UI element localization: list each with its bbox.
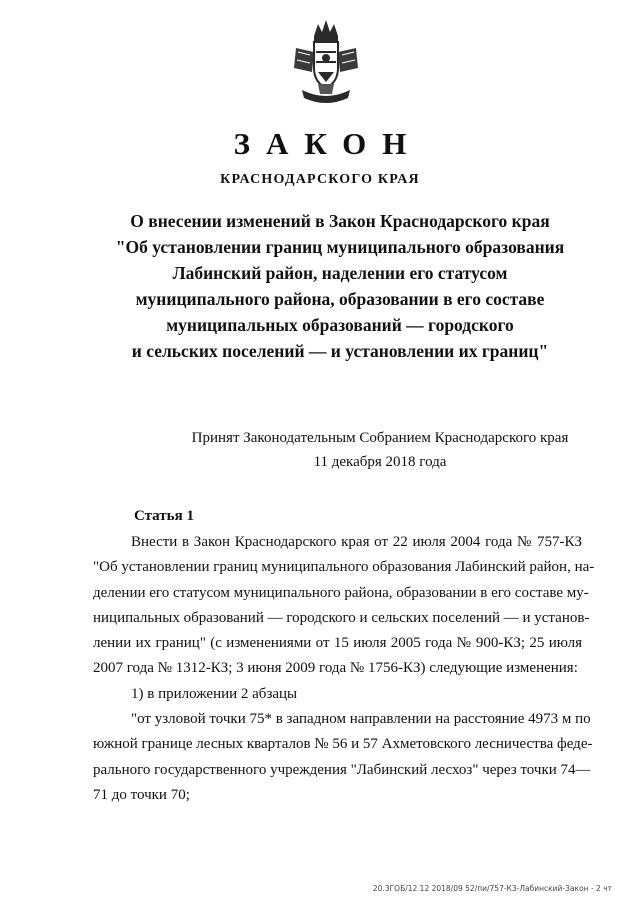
law-subtitle: КРАСНОДАРСКОГО КРАЯ (220, 172, 420, 187)
paragraph-line: рального государственного учреждения "Лабинский лесхоз" через точки 74— (93, 761, 591, 778)
heading-line: "Об установлении границ муниципального образования (115, 237, 565, 257)
article-body (93, 530, 595, 808)
heading-line: Лабинский район, наделении его статусом (172, 263, 508, 283)
heading-line: и сельских поселений — и установлении их границ" (131, 341, 549, 361)
article-title: Статья 1 (134, 508, 194, 524)
coat-of-arms-icon (288, 18, 364, 110)
list-item: 1) в приложении 2 абзацы (131, 685, 298, 702)
adoption-line: Принят Законодательным Собранием Краснодарского края (191, 430, 569, 446)
paragraph-line: "Об установлении границ муниципального образования Лабинский район, на- (93, 559, 595, 576)
law-title: ЗАКОН (233, 126, 423, 161)
paragraph-line: делении его статусом муниципального района, образовании в его составе му- (93, 584, 589, 601)
heading-line: О внесении изменений в Закон Краснодарского края (130, 211, 550, 231)
heading-line: муниципальных образований — городского (166, 315, 514, 335)
document-footer: 20.3ГОБ/12 12 2018/09 52/пи/757-КЗ-Лабинский-Закон - 2 чт (372, 884, 612, 893)
paragraph-line: "от узловой точки 75* в западном направлении на расстояние 4973 м по (131, 711, 591, 728)
adoption-note (0, 426, 640, 474)
paragraph-line: Внести в Закон Краснодарского края от 22 июля 2004 года № 757-КЗ (131, 534, 582, 550)
heading-line: муниципального района, образовании в его составе (135, 289, 545, 309)
paragraph-line: 71 до точки 70; (93, 786, 190, 803)
adoption-date: 11 декабря 2018 года (313, 454, 447, 470)
paragraph-line: 2007 года № 1312-КЗ; 3 июня 2009 года № 1756-КЗ) следующие изменения: (93, 660, 578, 677)
law-heading (100, 208, 580, 364)
paragraph-line: ниципальных образований — городского и сельских поселений — и установ- (93, 609, 590, 626)
paragraph-line: южной границе лесных кварталов № 56 и 57 Ахметовского лесничества феде- (93, 736, 593, 753)
paragraph-line: лении их границ" (с изменениями от 15 июля 2005 года № 900-КЗ; 25 июля (93, 635, 582, 652)
